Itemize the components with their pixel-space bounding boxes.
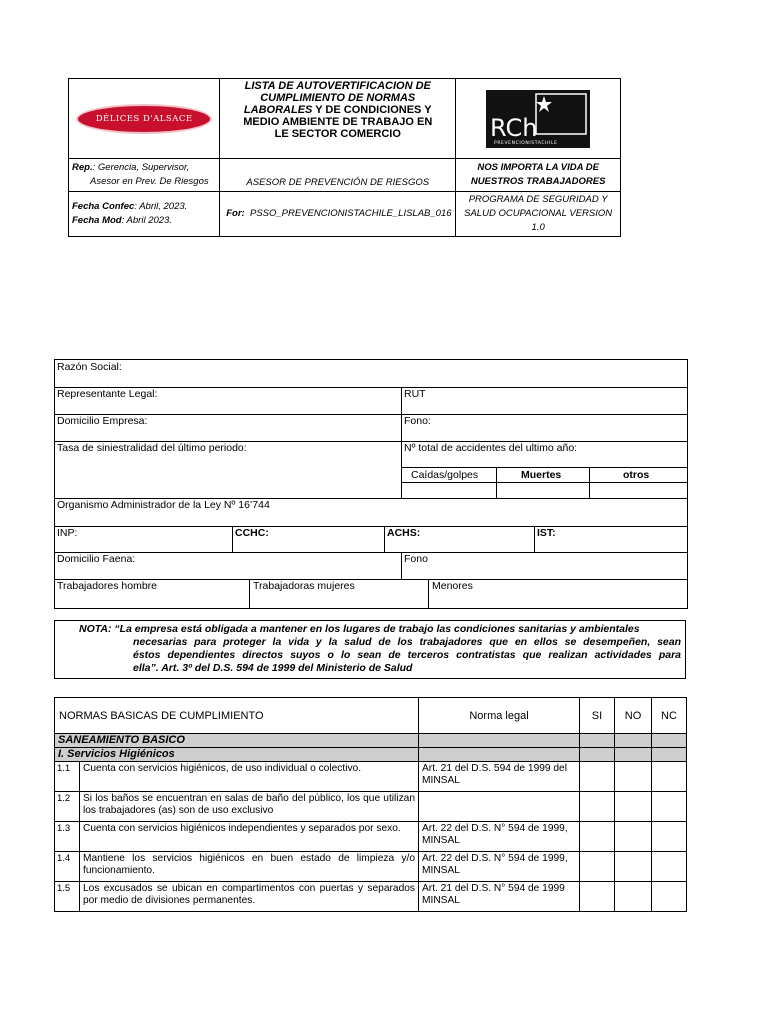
document-header	[68, 78, 621, 237]
svg-text:PREVENCIONISTACHILE: PREVENCIONISTACHILE	[494, 140, 558, 146]
menores-field[interactable]: Menores	[432, 580, 473, 592]
check-nc[interactable]	[652, 882, 687, 912]
section-title: SANEAMIENTO BASICO	[55, 734, 419, 748]
check-no[interactable]	[615, 882, 652, 912]
rut-field[interactable]: RUT	[404, 388, 426, 400]
trabajadoras-mujeres-field[interactable]: Trabajadoras mujeres	[253, 580, 355, 592]
razon-social-field[interactable]: Razón Social:	[57, 361, 122, 373]
check-nc[interactable]	[652, 822, 687, 852]
check-no[interactable]	[615, 822, 652, 852]
row-domicilio	[55, 414, 687, 442]
fono-faena-field[interactable]: Fono	[404, 553, 428, 565]
row-representante	[55, 387, 687, 415]
achs-field[interactable]: ACHS:	[387, 527, 421, 539]
delices-logo: DÉLICES D'ALSACE	[76, 104, 212, 134]
table-row: 1.4 Mantiene los servicios higiénicos en buen estado de limpieza y/o funcionamiento. Art. 22 del D.S. N° 594 de 1999, MINSAL	[55, 852, 687, 882]
tasa-siniestralidad-field[interactable]: Tasa de siniestralidad del último periodo:	[57, 442, 247, 454]
check-nc[interactable]	[652, 852, 687, 882]
subsection-row	[55, 748, 687, 762]
trabajadores-hombre-field[interactable]: Trabajadores hombre	[57, 580, 157, 592]
rep-cell: Rep.: Gerencia, Supervisor, Asesor en Prev. De Riesgos	[69, 159, 220, 192]
document-title: LISTA DE AUTOVERTIFICACION DE CUMPLIMIENTO DE NORMAS LABORALES Y DE CONDICIONES Y MEDIO AMBIENTE DE TRABAJO EN LE SECTOR COMERCIO	[220, 79, 456, 159]
total-accidentes-field[interactable]: Nº total de accidentes del ultimo año:	[404, 442, 578, 454]
ist-field[interactable]: IST:	[537, 527, 556, 539]
col-si: SI	[580, 698, 615, 734]
row-faena	[55, 552, 687, 580]
table-row: 1.2 Si los baños se encuentran en salas de baño del público, los que utilizan los trabajadores (as) son de uso exclusivo	[55, 792, 687, 822]
programa-cell: PROGRAMA DE SEGURIDAD Y SALUD OCUPACIONAL VERSION 1.0	[456, 192, 621, 237]
table-row: 1.1 Cuenta con servicios higiénicos, de uso individual o colectivo. Art. 21 del D.S. 594 de 1999 del MINSAL	[55, 762, 687, 792]
nota-box: NOTA: “La empresa está obligada a mantener en los lugares de trabajo las condiciones sanitarias y ambientales necesarias para proteger la vida y la salud de los trabajadores que en ellos se desempeñen, sean éstos dependientes directos suyos o lo sean de terceros contratistas que realizan actividades para ella”. Art. 3º del D.S. 594 de 1999 del Ministerio de Salud	[54, 620, 686, 679]
row-organismo	[55, 498, 687, 527]
check-nc[interactable]	[652, 762, 687, 792]
check-no[interactable]	[615, 792, 652, 822]
col-normas: NORMAS BASICAS DE CUMPLIMIENTO	[55, 698, 419, 734]
check-nc[interactable]	[652, 792, 687, 822]
caidas-label: Caídas/golpes	[411, 469, 479, 481]
organismo-label: Organismo Administrador de la Ley Nº 16’744	[57, 499, 270, 511]
prevencionistachile-logo	[486, 90, 590, 148]
slogan-cell: NOS IMPORTA LA VIDA DE NUESTROS TRABAJADORES	[456, 159, 621, 192]
subsection-title: I. Servicios Higiénicos	[55, 748, 419, 762]
form-code-cell: For: PSSO_PREVENCIONISTACHILE_LISLAB_016	[220, 192, 456, 237]
check-no[interactable]	[615, 852, 652, 882]
checklist-table	[54, 697, 687, 912]
check-si[interactable]	[580, 882, 615, 912]
logo-left-cell	[69, 79, 220, 159]
company-data-form	[54, 359, 688, 609]
svg-text:RCh: RCh	[490, 113, 538, 142]
check-si[interactable]	[580, 852, 615, 882]
col-nc: NC	[652, 698, 687, 734]
row-siniestralidad	[55, 441, 687, 499]
check-no[interactable]	[615, 762, 652, 792]
check-si[interactable]	[580, 792, 615, 822]
domicilio-faena-field[interactable]: Domicilio Faena:	[57, 553, 136, 565]
row-razon-social	[55, 360, 687, 388]
inp-field[interactable]: INP:	[57, 527, 78, 539]
asesor-cell: ASESOR DE PREVENCIÓN DE RIESGOS	[220, 159, 456, 192]
muertes-label: Muertes	[521, 469, 562, 481]
logo-right-cell	[456, 79, 621, 159]
table-row: 1.3 Cuenta con servicios higiénicos independientes y separados por sexo. Art. 22 del D.S. N° 594 de 1999, MINSAL	[55, 822, 687, 852]
check-si[interactable]	[580, 762, 615, 792]
row-mutuales	[55, 526, 687, 553]
col-norma-legal: Norma legal	[419, 698, 580, 734]
section-row	[55, 734, 687, 748]
cchc-field[interactable]: CCHC:	[235, 527, 269, 539]
check-si[interactable]	[580, 822, 615, 852]
fechas-cell: Fecha Confec: Abril, 2023. Fecha Mod: Abril 2023.	[69, 192, 220, 237]
checklist-header-row	[55, 698, 687, 734]
row-trabajadores	[55, 579, 687, 608]
fono-field[interactable]: Fono:	[404, 415, 431, 427]
rch-logo-icon	[486, 90, 590, 148]
otros-label: otros	[623, 469, 650, 481]
representante-field[interactable]: Representante Legal:	[57, 388, 158, 400]
domicilio-empresa-field[interactable]: Domicilio Empresa:	[57, 415, 148, 427]
col-no: NO	[615, 698, 652, 734]
table-row: 1.5 Los excusados se ubican en compartimentos con puertas y separados por medio de divisiones permanentes. Art. 21 del D.S. N° 594 de 1999 MINSAL	[55, 882, 687, 912]
